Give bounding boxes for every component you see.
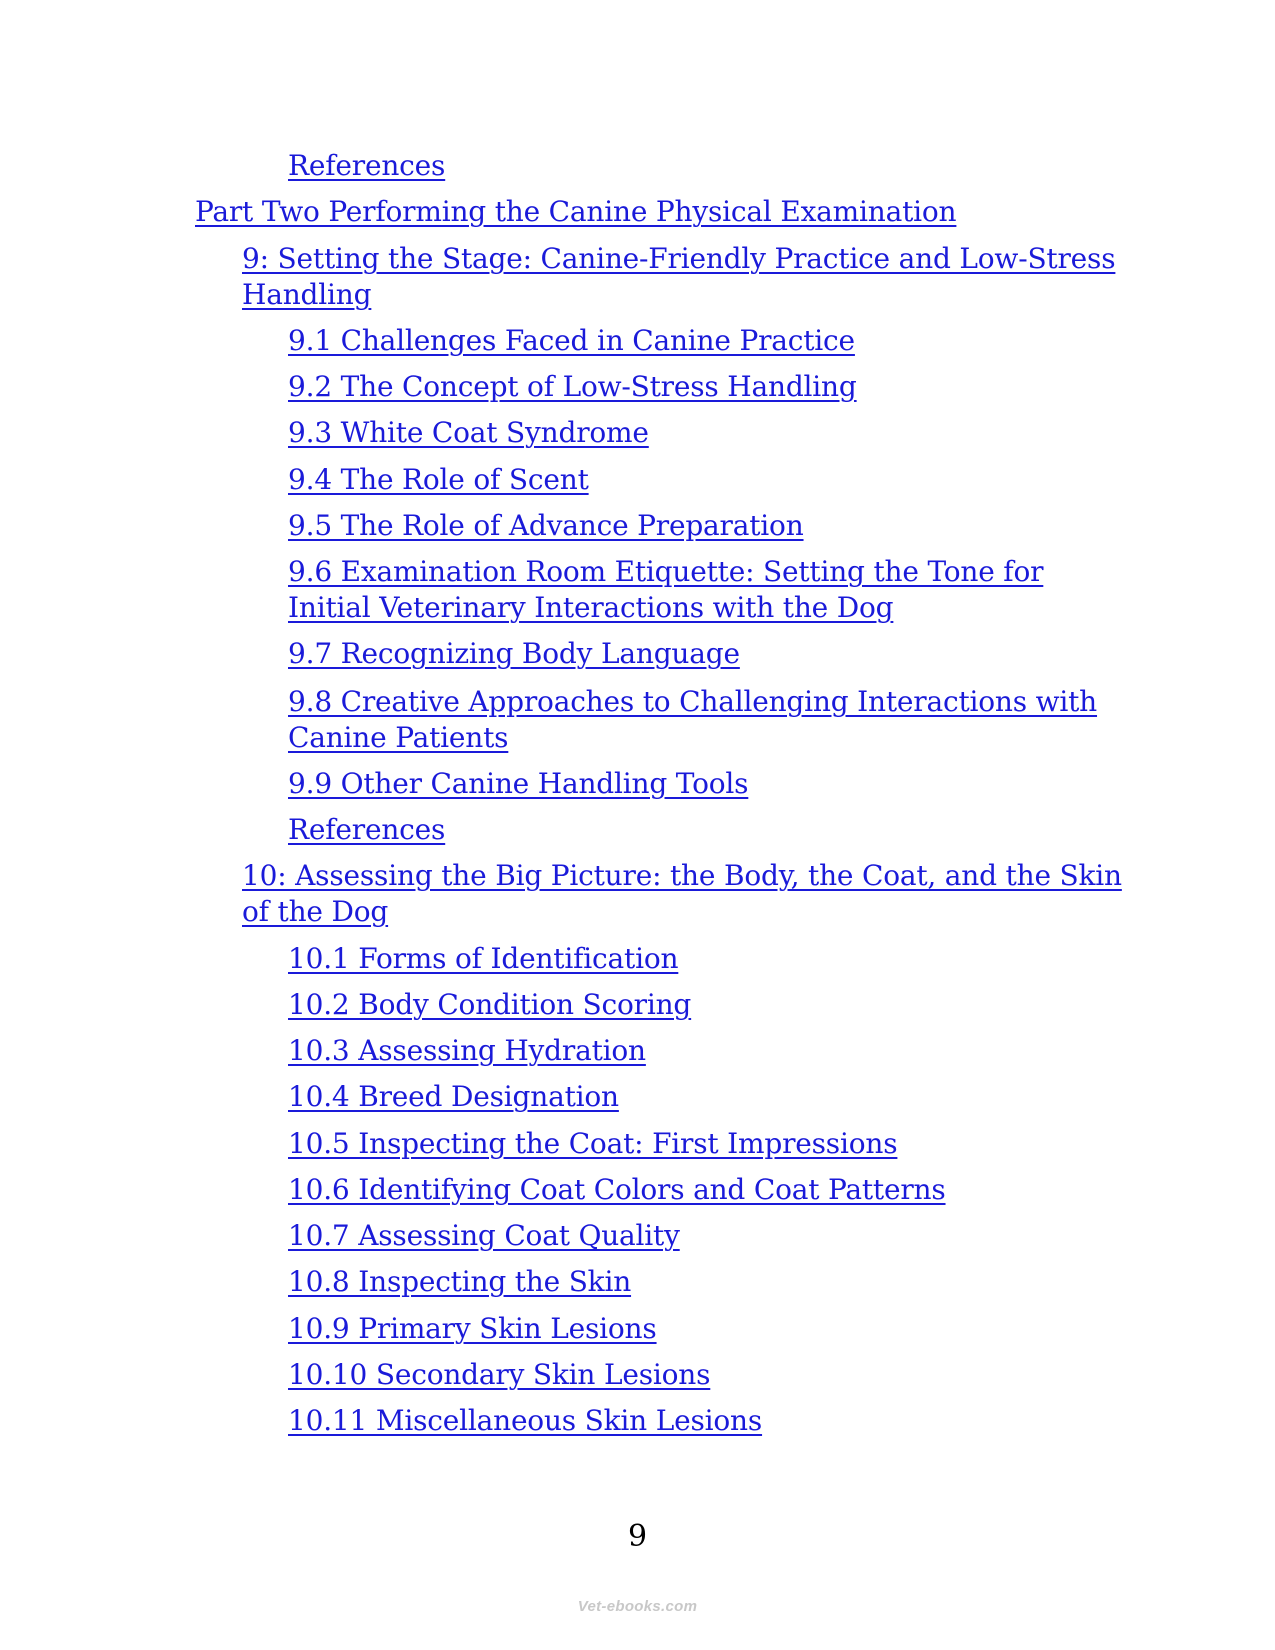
toc-link-chapter-10[interactable]: 10: Assessing the Big Picture: the Body, the Coat, and the Skin (242, 859, 1122, 892)
toc-link-9-8-cont[interactable]: Canine Patients (288, 721, 509, 754)
toc-link-10-8[interactable]: 10.8 Inspecting the Skin (288, 1265, 632, 1298)
toc-link-references-ch9[interactable]: References (288, 813, 446, 846)
toc-link-9-1[interactable]: 9.1 Challenges Faced in Canine Practice (288, 324, 855, 357)
toc-link-9-6[interactable]: 9.6 Examination Room Etiquette: Setting the Tone for (288, 555, 1044, 588)
toc-link-10-3[interactable]: 10.3 Assessing Hydration (288, 1034, 646, 1067)
toc-link-9-4[interactable]: 9.4 The Role of Scent (288, 463, 589, 496)
toc-link-chapter-9[interactable]: 9: Setting the Stage: Canine-Friendly Practice and Low-Stress (242, 242, 1116, 275)
toc-link-chapter-9-cont[interactable]: Handling (242, 278, 372, 311)
toc-link-chapter-10-cont[interactable]: of the Dog (242, 895, 389, 928)
toc-link-10-1[interactable]: 10.1 Forms of Identification (288, 942, 679, 975)
toc-link-references[interactable]: References (288, 149, 446, 182)
toc-link-9-7[interactable]: 9.7 Recognizing Body Language (288, 637, 740, 670)
watermark-logo: Vet-ebooks.com (577, 1598, 698, 1615)
toc-link-part-two[interactable]: Part Two Performing the Canine Physical Examination (195, 195, 957, 228)
toc-link-10-5[interactable]: 10.5 Inspecting the Coat: First Impressions (288, 1127, 898, 1160)
toc-link-10-6[interactable]: 10.6 Identifying Coat Colors and Coat Patterns (288, 1173, 946, 1206)
toc-link-10-4[interactable]: 10.4 Breed Designation (288, 1080, 619, 1113)
toc-link-9-5[interactable]: 9.5 The Role of Advance Preparation (288, 509, 804, 542)
toc-link-9-8[interactable]: 9.8 Creative Approaches to Challenging Interactions with (288, 685, 1098, 718)
toc-link-10-7[interactable]: 10.7 Assessing Coat Quality (288, 1219, 680, 1252)
toc-link-10-10[interactable]: 10.10 Secondary Skin Lesions (288, 1358, 711, 1391)
toc-link-9-6-cont[interactable]: Initial Veterinary Interactions with the Dog (288, 591, 894, 624)
toc-link-10-11[interactable]: 10.11 Miscellaneous Skin Lesions (288, 1404, 763, 1437)
toc-link-9-2[interactable]: 9.2 The Concept of Low-Stress Handling (288, 370, 857, 403)
toc-link-9-9[interactable]: 9.9 Other Canine Handling Tools (288, 767, 749, 800)
toc-link-10-2[interactable]: 10.2 Body Condition Scoring (288, 988, 692, 1021)
page-number: 9 (627, 1519, 648, 1554)
toc-link-9-3[interactable]: 9.3 White Coat Syndrome (288, 416, 649, 449)
toc-link-10-9[interactable]: 10.9 Primary Skin Lesions (288, 1312, 657, 1345)
